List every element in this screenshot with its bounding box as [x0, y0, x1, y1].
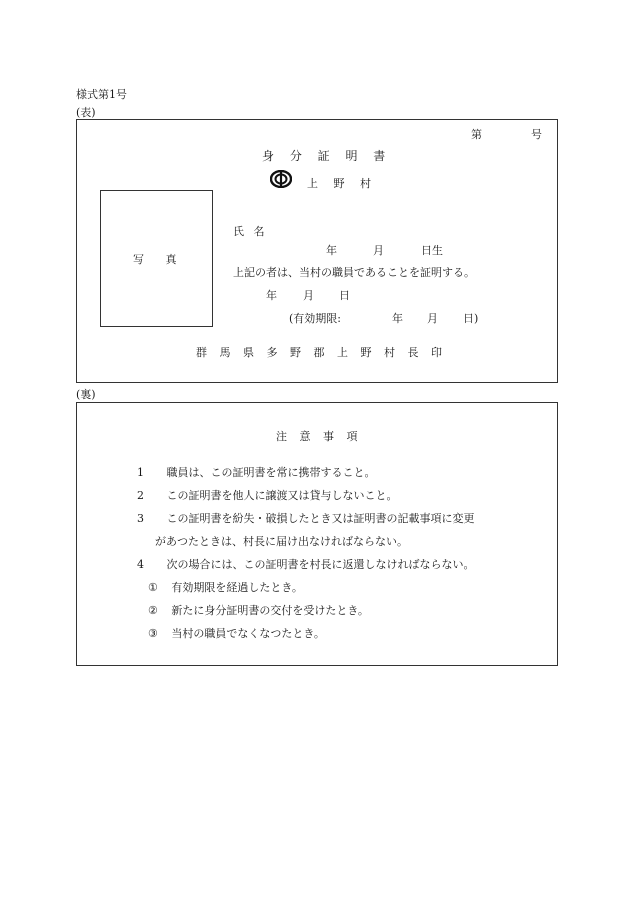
birth-month: 月 — [373, 244, 384, 257]
list-item — [137, 510, 475, 526]
item-text: 職員は、この証明書を常に携帯すること。 — [166, 466, 376, 479]
issue-year: 年 — [266, 289, 277, 302]
serial-go: 号 — [531, 128, 542, 141]
validity-month: 月 — [427, 312, 438, 325]
item-text: があつたときは、村長に届け出なければならない。 — [155, 535, 408, 548]
notes-title: 注 意 事 項 — [276, 430, 358, 443]
item-text: 次の場合には、この証明書を村長に返還しなければならない。 — [166, 558, 475, 571]
card-title: 身 分 証 明 書 — [262, 149, 390, 163]
certify-text: 上記の者は、当村の職員であることを証明する。 — [233, 266, 475, 279]
front-label: (表) — [76, 106, 96, 119]
birth-day: 日生 — [421, 244, 443, 257]
list-item — [137, 464, 376, 480]
photo-label: 写 真 — [133, 253, 177, 266]
item-number: 4 — [137, 558, 144, 571]
item-number: 2 — [137, 489, 144, 502]
sub-list-item — [148, 579, 303, 595]
validity-year: 年 — [392, 312, 403, 325]
serial-dai: 第 — [471, 128, 482, 141]
item-text: この証明書を紛失・破損したとき又は証明書の記載事項に変更 — [166, 512, 475, 525]
sub-item-number: ② — [148, 604, 158, 617]
sub-list-item — [148, 625, 325, 641]
sub-item-text: 新たに身分証明書の交付を受けたとき。 — [171, 604, 369, 617]
item-number: 1 — [137, 466, 144, 479]
form-number: 様式第1号 — [76, 88, 127, 101]
village-name: 上 野 村 — [307, 177, 375, 190]
validity-label: (有効期限: — [289, 312, 341, 325]
validity-day: 日) — [463, 312, 479, 325]
item-text: この証明書を他人に譲渡又は貸与しないこと。 — [166, 489, 398, 502]
sub-item-text: 当村の職員でなくなつたとき。 — [171, 627, 325, 640]
issuer-line: 群 馬 県 多 野 郡 上 野 村 長 印 — [196, 346, 442, 359]
sub-item-number: ① — [148, 581, 158, 594]
back-label: (裏) — [76, 388, 96, 401]
item-number: 3 — [137, 512, 144, 525]
sub-item-number: ③ — [148, 627, 158, 640]
list-item — [137, 487, 398, 503]
birth-year: 年 — [326, 244, 337, 257]
list-item — [137, 556, 475, 572]
village-emblem-icon — [270, 170, 292, 188]
list-item-continuation — [155, 533, 408, 549]
name-label: 氏 名 — [233, 225, 265, 238]
issue-month: 月 — [303, 289, 314, 302]
sub-list-item — [148, 602, 369, 618]
issue-day: 日 — [339, 289, 350, 302]
sub-item-text: 有効期限を経過したとき。 — [171, 581, 303, 594]
